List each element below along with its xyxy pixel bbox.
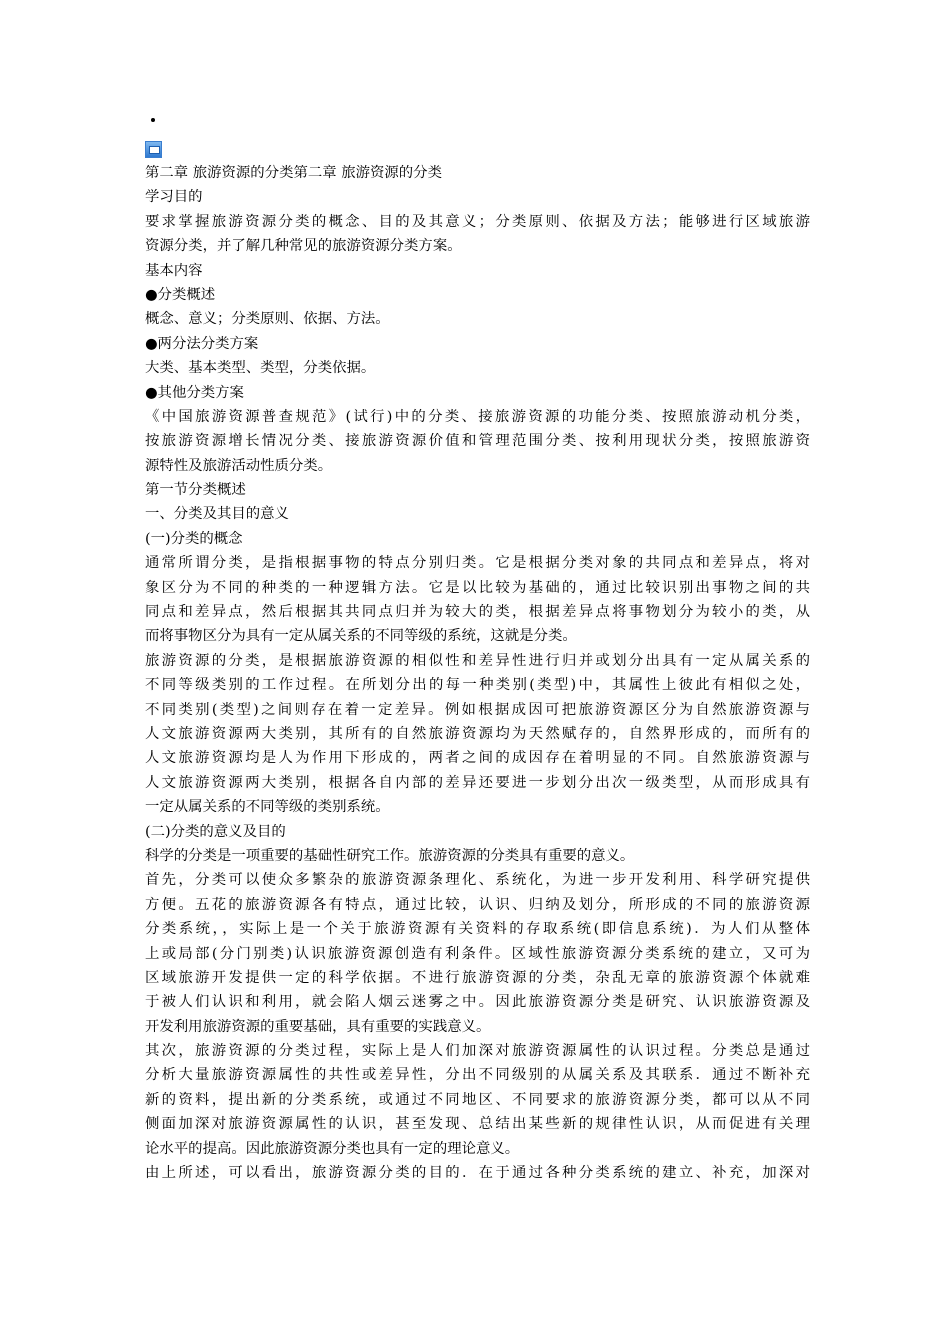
text-line: 一、分类及其目的意义 (145, 506, 289, 523)
text-line: 人文旅游资源两大类别，其所有的自然旅游资源均为天然赋存的，自然界形成的，而所有的 (145, 725, 810, 742)
document-body (145, 161, 810, 1185)
text-line: 分析大量旅游资源属性的共性或差异性，分出不同级别的从属关系及其联系．通过不断补充 (145, 1067, 810, 1084)
text-line: 象区分为不同的种类的一种逻辑方法。它是以比较为基础的，通过比较识别出事物之间的共 (145, 579, 810, 596)
text-line: 人文旅游资源均是人为作用下形成的，两者之间的成因存在着明显的不同。自然旅游资源与 (145, 750, 810, 767)
text-line: 源特性及旅游活动性质分类。 (145, 457, 333, 474)
text-line: 新的资料，提出新的分类系统，或通过不同地区、不同要求的旅游资源分类，都可以从不同 (145, 1091, 810, 1108)
text-line: 由上所述，可以看出，旅游资源分类的目的．在于通过各种分类系统的建立、补充，加深对 (145, 1165, 810, 1182)
text-line: 侧面加深对旅游资源属性的认识，甚至发现、总结出某些新的规律性认识，从而促进有关理 (145, 1116, 810, 1133)
text-line: 不同等级类别的工作过程。在所划分出的每一种类别(类型)中，其属性上彼此有相似之处， (145, 677, 810, 694)
text-line: ●两分法分类方案 (145, 335, 259, 352)
text-line: 《中国旅游资源普查规范》(试行)中的分类、接旅游资源的功能分类、按照旅游动机分类， (145, 408, 810, 425)
text-line: 第二章 旅游资源的分类第二章 旅游资源的分类 (145, 165, 442, 181)
text-line: ●分类概述 (145, 286, 216, 303)
text-line: 于被人们认识和利用，就会陷人烟云迷雾之中。因此旅游资源分类是研究、认识旅游资源及 (145, 994, 810, 1011)
text-line: 资源分类，并了解几种常见的旅游资源分类方案。 (145, 238, 462, 255)
text-line: 科学的分类是一项重要的基础性研究工作。旅游资源的分类具有重要的意义。 (145, 847, 635, 864)
text-line: 论水平的提高。因此旅游资源分类也具有一定的理论意义。 (145, 1140, 520, 1157)
text-line: 上或局部(分门别类)认识旅游资源创造有利条件。区域性旅游资源分类系统的建立，又可为 (145, 945, 810, 962)
text-line: 开发利用旅游资源的重要基础，具有重要的实践意义。 (145, 1018, 491, 1035)
text-line: 区域旅游开发提供一定的科学依据。不进行旅游资源的分类，杂乱无章的旅游资源个体就难 (145, 969, 810, 986)
text-line: 基本内容 (145, 262, 203, 279)
text-line: 概念、意义；分类原则、依据、方法。 (145, 311, 390, 328)
text-line: 一定从属关系的不同等级的类别系统。 (145, 799, 390, 816)
text-line: 首先，分类可以使众多繁杂的旅游资源条理化、系统化，为进一步开发利用、科学研究提供 (145, 872, 810, 889)
text-line: 第一节分类概述 (145, 482, 246, 499)
text-line: (二)分类的意义及目的 (145, 823, 286, 840)
text-line: 人文旅游资源两大类别，根据各自内部的差异还要进一步划分出次一级类型，从而形成具有 (145, 774, 810, 791)
text-line: 旅游资源的分类，是根据旅游资源的相似性和差异性进行归并或划分出具有一定从属关系的 (145, 652, 810, 669)
text-line: 分类系统，，实际上是一个关于旅游资源有关资料的存取系统(即信息系统)．为人们从整体 (145, 921, 810, 938)
document-image-icon[interactable] (145, 141, 162, 158)
bullet-dot-icon (151, 118, 155, 122)
text-line: 同点和差异点，然后根据其共同点归并为较大的类，根据差异点将事物划分为较小的类，从 (145, 604, 810, 621)
text-line: ●其他分类方案 (145, 384, 244, 401)
text-line: 而将事物区分为具有一定从属关系的不同等级的系统，这就是分类。 (145, 628, 577, 645)
text-line: 学习目的 (145, 189, 203, 206)
text-line: (一)分类的概念 (145, 530, 243, 547)
document-page (145, 118, 810, 1185)
text-line: 按旅游资源增长情况分类、接旅游资源价值和管理范围分类、按利用现状分类，按照旅游资 (145, 433, 810, 450)
text-line: 方便。五花的旅游资源各有特点，通过比较，认识、归纳及划分，所形成的不同的旅游资源 (145, 896, 810, 913)
text-line: 不同类别(类型)之间则存在着一定差异。例如根据成因可把旅游资源区分为自然旅游资源与 (145, 701, 810, 718)
text-line: 大类、基本类型、类型，分类依据。 (145, 360, 376, 377)
text-line: 通常所谓分类，是指根据事物的特点分别归类。它是根据分类对象的共同点和差异点，将对 (145, 555, 810, 572)
text-line: 要求掌握旅游资源分类的概念、目的及其意义；分类原则、依据及方法；能够进行区域旅游 (145, 213, 810, 230)
text-line: 其次，旅游资源的分类过程，实际上是人们加深对旅游资源属性的认识过程。分类总是通过 (145, 1043, 810, 1060)
